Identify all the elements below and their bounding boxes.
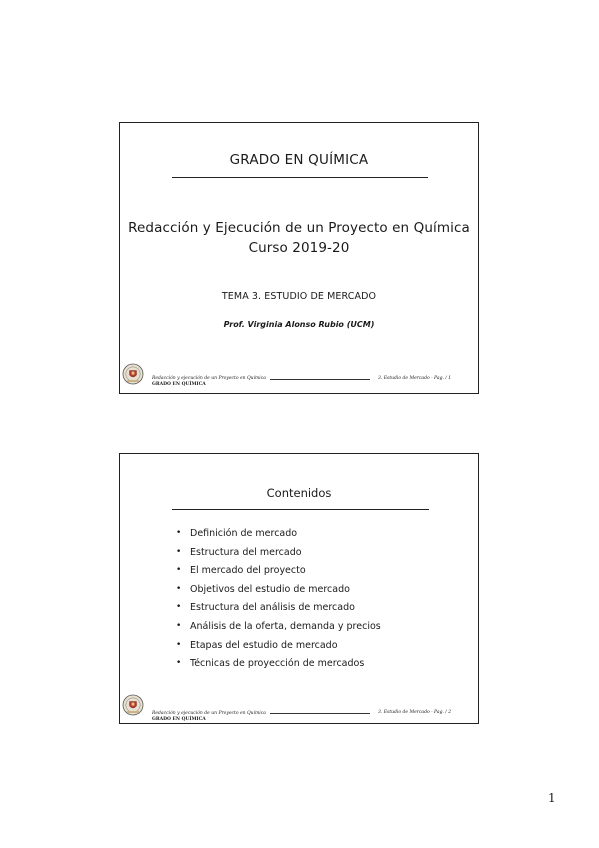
list-item [174, 583, 381, 602]
footer-divider [270, 713, 370, 714]
list-item [174, 564, 381, 583]
slide-heading: GRADO EN QUÍMICA [229, 152, 369, 168]
list-item-text: Estructura del mercado [190, 546, 302, 558]
ucm-seal-icon [122, 363, 144, 385]
heading-underline [172, 177, 428, 178]
course-year: Curso 2019-20 [248, 240, 350, 256]
footer-divider [270, 379, 370, 380]
topic-title: TEMA 3. ESTUDIO DE MERCADO [221, 291, 377, 302]
list-item-text: Etapas del estudio de mercado [190, 639, 338, 651]
bullet-icon: • [176, 565, 182, 576]
list-item [174, 620, 381, 639]
list-item-text: Técnicas de proyección de mercados [190, 658, 365, 670]
bullet-icon: • [176, 620, 182, 631]
footer-course-line1: Redacción y ejecución de un Proyecto en Química [152, 376, 266, 381]
heading-underline [172, 509, 429, 510]
footer-course-line1: Redacción y ejecución de un Proyecto en Química [152, 711, 266, 716]
bullet-icon: • [176, 583, 182, 594]
footer-page-ref: 3. Estudio de Mercado - Pag. / 1 [378, 376, 452, 381]
list-item-text: El mercado del proyecto [190, 565, 306, 577]
professor-name: Prof. Virginia Alonso Rubio (UCM) [223, 320, 375, 329]
list-item-text: Definición de mercado [190, 528, 298, 539]
footer-course [152, 376, 266, 388]
footer-course-line2: GRADO EN QUÍMICA [152, 382, 206, 387]
page-number: 1 [548, 791, 556, 805]
list-item [174, 546, 381, 565]
list-item-text: Análisis de la oferta, demanda y precios [190, 620, 381, 632]
slide-contents [119, 453, 479, 724]
list-item-text: Estructura del análisis de mercado [190, 602, 355, 614]
course-title: Redacción y Ejecución de un Proyecto en Química [128, 220, 470, 236]
list-item [174, 639, 381, 658]
list-item-text: Objetivos del estudio de mercado [190, 583, 350, 595]
bullet-icon: • [176, 528, 182, 538]
bullet-icon: • [176, 658, 182, 669]
contents-list [174, 527, 381, 676]
list-item [174, 527, 381, 546]
slide-title [119, 122, 479, 394]
list-item [174, 601, 381, 620]
bullet-icon: • [176, 546, 182, 557]
slide-heading: Contenidos [266, 486, 332, 500]
footer-course-line2: GRADO EN QUÍMICA [152, 717, 206, 722]
ucm-seal-icon [122, 694, 144, 716]
bullet-icon: • [176, 602, 182, 613]
footer-course [152, 711, 266, 723]
list-item [174, 657, 381, 676]
bullet-icon: • [176, 639, 182, 650]
footer-page-ref: 3. Estudio de Mercado - Pag. / 2 [378, 710, 452, 715]
